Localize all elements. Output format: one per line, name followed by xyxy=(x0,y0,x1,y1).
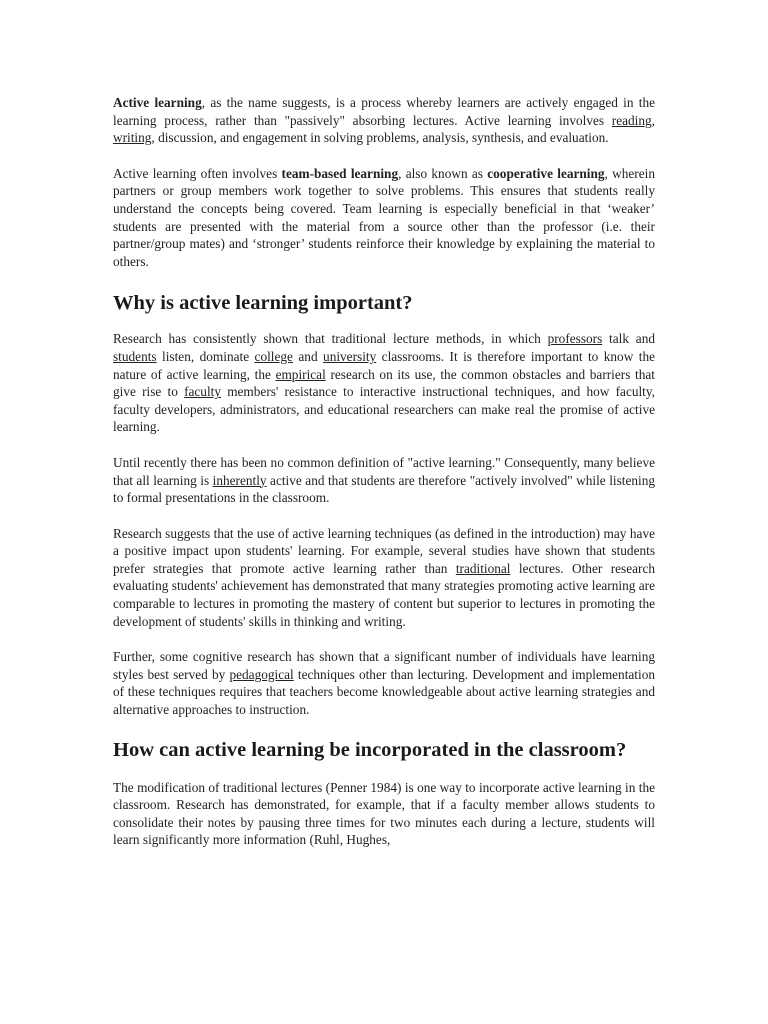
term-team-based-learning: team-based learning xyxy=(281,165,399,181)
text-run: active and that students are therefore "actively involved" while listening to formal presentations in the classroom. xyxy=(113,472,655,506)
link-pedagogical[interactable]: pedagogical xyxy=(229,666,294,682)
text-run: , discussion, and engagement in solving problems, analysis, synthesis, and evaluation. xyxy=(151,130,609,146)
link-university[interactable]: university xyxy=(323,348,377,364)
paragraph-modification xyxy=(113,779,655,849)
link-college[interactable]: college xyxy=(254,348,293,364)
text-run: listen, dominate xyxy=(156,348,255,364)
paragraph-cognitive-research xyxy=(113,648,655,718)
text-run: Active learning often involves xyxy=(113,165,282,181)
link-reading[interactable]: reading xyxy=(611,112,652,128)
text-run: , wherein partners or group members work together to solve problems. This ensures that students really understand the concepts being covered. Team learning is especially beneficial in that ‘weaker’ students are presented with the material from a source other than the professor (i.e. their partner/group mates) and ‘stronger’ students reinforce their knowledge by explaining the material to others. xyxy=(113,165,655,269)
term-active-learning: Active learning xyxy=(113,95,202,110)
paragraph-intro xyxy=(113,94,655,147)
link-traditional[interactable]: traditional xyxy=(455,560,511,576)
text-run: members' resistance to interactive instructional techniques, and how faculty, faculty developers, administrators, and educational researchers can make real the promise of active learning. xyxy=(113,384,655,435)
text-run: research on its use, the common obstacles and barriers that give rise to xyxy=(113,366,655,400)
term-cooperative-learning: cooperative learning xyxy=(487,165,605,181)
paragraph-definition xyxy=(113,454,655,507)
link-empirical[interactable]: empirical xyxy=(275,366,326,382)
text-run: Research suggests that the use of active learning techniques (as defined in the introduction) may have a positive impact upon students' learning. For example, several studies have shown that students prefer strategies that promote active learning rather than xyxy=(113,525,655,576)
text-run: talk and xyxy=(602,331,655,347)
text-run: techniques other than lecturing. Development and implementation of these techniques requires that teachers become knowledgeable about active learning strategies and alternative approaches to instruction. xyxy=(113,666,655,718)
paragraph-team-learning xyxy=(113,165,655,271)
text-run: , as the name suggests, is a process whereby learners are actively engaged in the learning process, rather than "passively" absorbing lectures. Active learning involves xyxy=(113,95,655,128)
text-run: The modification of traditional lectures (Penner 1984) is one way to incorporate active learning in the classroom. Research has demonstrated, for example, that if a faculty member allows students to consolidate their notes by pausing three times for two minutes each during a lecture, students will learn significantly more information (Ruhl, Hughes, xyxy=(113,779,655,848)
link-inherently[interactable]: inherently xyxy=(212,472,267,488)
text-run: Until recently there has been no common definition of "active learning." Consequently, many believe that all learning is xyxy=(113,454,655,488)
text-run: and xyxy=(292,348,324,364)
link-professors[interactable]: professors xyxy=(547,331,603,347)
text-run: Research has consistently shown that traditional lecture methods, in which xyxy=(113,331,548,347)
paragraph-research-lecture xyxy=(113,330,655,436)
heading-how-incorporate: How can active learning be incorporated in the classroom? xyxy=(113,738,627,761)
link-faculty[interactable]: faculty xyxy=(184,384,221,400)
document-page xyxy=(113,94,655,867)
text-run: , also known as xyxy=(398,165,488,181)
link-writing[interactable]: writing xyxy=(113,130,152,146)
link-students[interactable]: students xyxy=(113,348,157,364)
paragraph-research-suggests xyxy=(113,525,655,631)
heading-why-important: Why is active learning important? xyxy=(113,292,413,315)
text-run: lectures. Other research evaluating students' achievement has demonstrated that many strategies promoting active learning are comparable to lectures in promoting the mastery of content but superior to lectures in promoting the development of students' skills in thinking and writing. xyxy=(113,560,655,629)
text-run: , xyxy=(651,112,655,128)
text-run: Further, some cognitive research has shown that a significant number of individuals have learning styles best served by xyxy=(113,649,655,682)
text-run: classrooms. It is therefore important to know the nature of active learning, the xyxy=(113,348,655,382)
